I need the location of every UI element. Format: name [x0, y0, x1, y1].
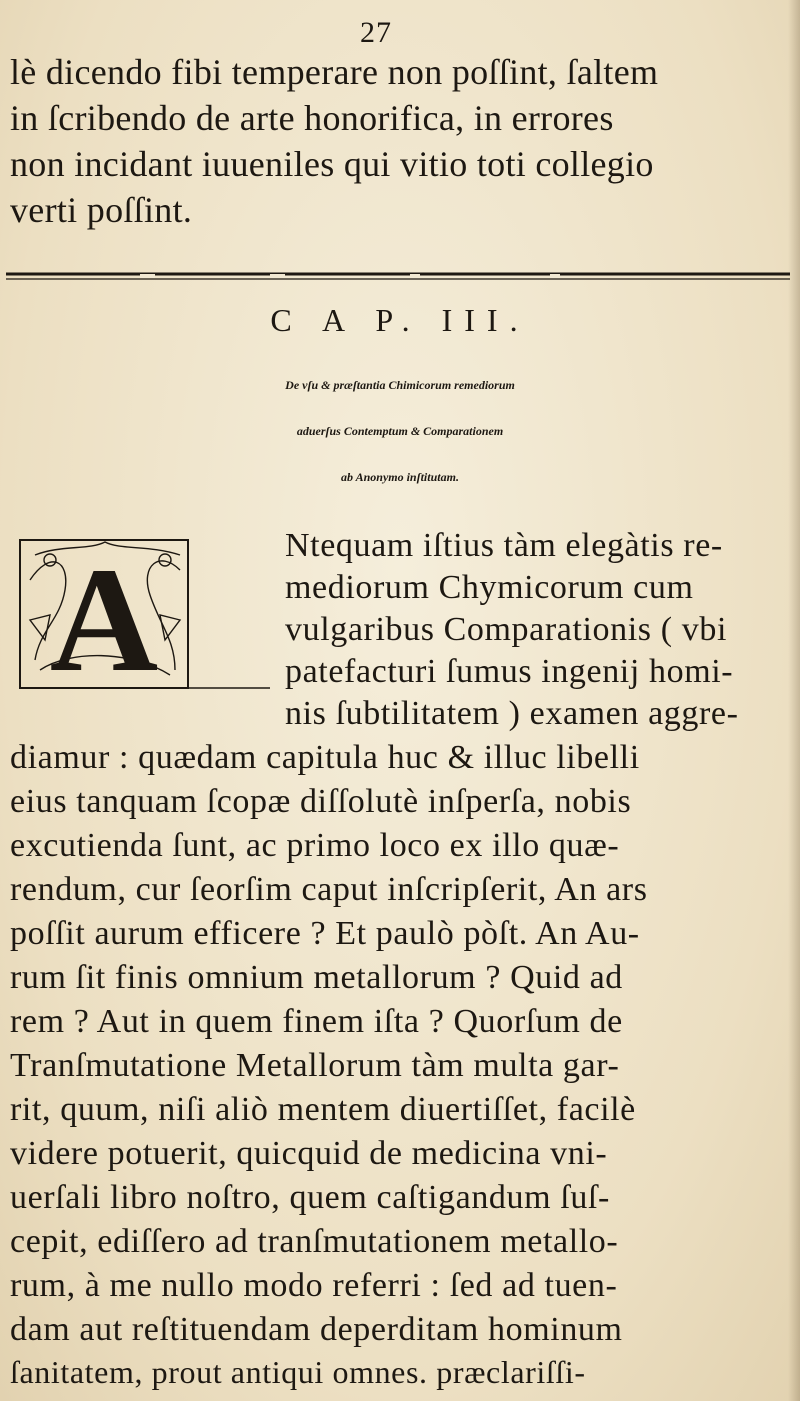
text-line: nis ſubtilitatem ) examen aggre- [285, 695, 739, 732]
text-line: rem ? Aut in quem finem iſta ? Quorſum de [10, 1003, 623, 1040]
text-line: verti poſſint. [10, 190, 193, 230]
text-line: ſanitatem, prout antiqui omnes. præclariſſi- [10, 1354, 586, 1390]
text-line: vulgaribus Comparationis ( vbi [285, 611, 728, 648]
text-line: videre potuerit, quicquid de medicina vni- [10, 1135, 608, 1172]
text-line: cepit, ediſſero ad tranſmutationem metallo- [10, 1223, 619, 1260]
text-line: rit, quum, niſi aliò mentem diuertiſſet, facilè [10, 1091, 636, 1128]
text-line: rendum, cur ſeorſim caput inſcripſerit, An ars [10, 871, 648, 908]
text-line: poſſit aurum efficere ? Et paulò pòſt. An Au- [10, 915, 640, 952]
page-number: 27 [360, 16, 392, 49]
text-line: lè dicendo fibi temperare non poſſint, ſaltem [10, 52, 659, 92]
decorated-initial [10, 520, 278, 698]
chapter-title-line: aduerſus Contemptum & Comparationem [296, 424, 504, 438]
text-line: rum, à me nullo modo referri : ſed ad tuen- [10, 1267, 618, 1304]
initial-letter: A [49, 537, 159, 698]
page-edge-shadow [788, 0, 800, 1401]
text-line: in ſcribendo de arte honorifica, in errores [10, 98, 614, 138]
text-line: uerſali libro noſtro, quem caſtigandum ſuſ- [10, 1179, 610, 1216]
text-line: rum ſit finis omnium metallorum ? Quid ad [10, 959, 623, 996]
text-line: mediorum Chymicorum cum [285, 569, 694, 606]
text-line: non incidant iuueniles qui vitio toti collegio [10, 144, 654, 184]
text-line: excutienda ſunt, ac primo loco ex illo quæ- [10, 827, 620, 864]
text-line: diamur : quædam capitula huc & illuc libelli [10, 739, 640, 776]
chapter-title-line: De vſu & præſtantia Chimicorum remediorum [285, 378, 515, 392]
text-line: dam aut reſtituendam deperditam hominum [10, 1311, 623, 1348]
text-line: Tranſmutatione Metallorum tàm multa gar- [10, 1047, 620, 1084]
text-line: patefacturi ſumus ingenij homi- [285, 653, 734, 690]
text-line: Ntequam iſtius tàm elegàtis re- [285, 527, 723, 564]
ornamental-rule [0, 268, 800, 284]
chapter-title-line: ab Anonymo inſtitutam. [341, 470, 459, 484]
chapter-heading: C A P. III. [270, 302, 530, 338]
text-line: eius tanquam ſcopæ diſſolutè inſperſa, nobis [10, 783, 632, 820]
